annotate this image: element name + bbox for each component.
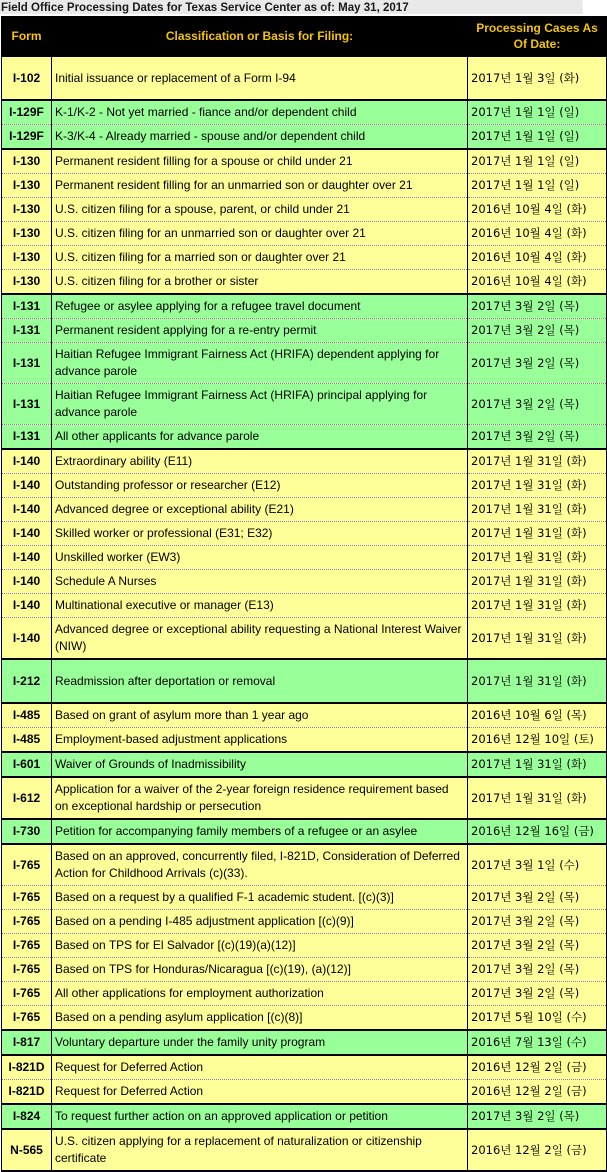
processing-date-cell: 2017년 1월 31일 (화) (468, 449, 607, 474)
form-cell: I-140 (2, 618, 52, 660)
table-row (2, 1006, 607, 1031)
table-row (2, 844, 607, 886)
processing-date-cell: 2016년 12월 16일 (금) (468, 819, 607, 844)
table-row (2, 910, 607, 934)
processing-date-cell: 2017년 3월 2일 (목) (468, 425, 607, 450)
form-cell: I-130 (2, 246, 52, 270)
form-cell: I-765 (2, 1006, 52, 1031)
classification-cell: Extraordinary ability (E11) (52, 449, 468, 474)
processing-date-column-header: Processing Cases As Of Date: (468, 17, 607, 57)
form-cell: I-765 (2, 910, 52, 934)
classification-cell: Based on TPS for Honduras/Nicaragua [(c)(19), (a)(12)] (52, 958, 468, 982)
classification-cell: Based on a pending asylum application [(c)(8)] (52, 1006, 468, 1031)
table-row (2, 56, 607, 100)
processing-date-cell: 2017년 3월 2일 (목) (468, 958, 607, 982)
classification-cell: Advanced degree or exceptional ability (E21) (52, 498, 468, 522)
form-cell: I-130 (2, 149, 52, 174)
form-cell: I-129F (2, 100, 52, 125)
classification-cell: All other applicants for advance parole (52, 425, 468, 450)
table-row (2, 474, 607, 498)
form-cell: I-612 (2, 777, 52, 819)
classification-cell: Request for Deferred Action (52, 1080, 468, 1105)
form-cell: I-817 (2, 1030, 52, 1055)
form-cell: I-140 (2, 546, 52, 570)
form-cell: I-131 (2, 425, 52, 450)
table-row (2, 618, 607, 660)
processing-date-cell: 2017년 1월 31일 (화) (468, 594, 607, 618)
classification-cell: Outstanding professor or researcher (E12) (52, 474, 468, 498)
table-row (2, 319, 607, 343)
table-row (2, 270, 607, 295)
processing-dates-table (1, 16, 607, 1172)
form-cell: I-824 (2, 1104, 52, 1129)
table-row (2, 125, 607, 150)
processing-date-cell: 2016년 10월 4일 (화) (468, 270, 607, 295)
classification-cell: U.S. citizen filing for an unmarried son or daughter over 21 (52, 222, 468, 246)
table-row (2, 728, 607, 753)
table-row (2, 174, 607, 198)
processing-date-cell: 2016년 10월 4일 (화) (468, 222, 607, 246)
table-row (2, 449, 607, 474)
table-row (2, 1055, 607, 1080)
table-header-row (2, 17, 607, 57)
classification-cell: Readmission after deportation or removal (52, 659, 468, 703)
form-cell: N-565 (2, 1129, 52, 1171)
form-cell: I-140 (2, 474, 52, 498)
classification-cell: Skilled worker or professional (E31; E32) (52, 522, 468, 546)
form-cell: I-765 (2, 886, 52, 910)
form-cell: I-140 (2, 522, 52, 546)
classification-cell: Initial issuance or replacement of a Form I-94 (52, 56, 468, 100)
classification-cell: Haitian Refugee Immigrant Fairness Act (HRIFA) principal applying for advance parole (52, 384, 468, 425)
table-row (2, 1080, 607, 1105)
table-row (2, 819, 607, 844)
classification-cell: Request for Deferred Action (52, 1055, 468, 1080)
form-cell: I-212 (2, 659, 52, 703)
form-cell: I-821D (2, 1055, 52, 1080)
classification-cell: U.S. citizen applying for a replacement of naturalization or citizenship certificate (52, 1129, 468, 1171)
table-row (2, 1104, 607, 1129)
table-row (2, 934, 607, 958)
form-cell: I-131 (2, 319, 52, 343)
classification-cell: Multinational executive or manager (E13) (52, 594, 468, 618)
table-row (2, 546, 607, 570)
processing-date-cell: 2017년 1월 31일 (화) (468, 570, 607, 594)
table-row (2, 425, 607, 450)
table-row (2, 384, 607, 425)
processing-date-cell: 2016년 10월 6일 (목) (468, 703, 607, 728)
processing-date-cell: 2016년 12월 2일 (금) (468, 1055, 607, 1080)
processing-date-cell: 2017년 1월 3일 (화) (468, 56, 607, 100)
form-cell: I-601 (2, 752, 52, 777)
processing-date-cell: 2017년 3월 1일 (수) (468, 844, 607, 886)
processing-date-cell: 2017년 1월 31일 (화) (468, 498, 607, 522)
classification-cell: K-1/K-2 - Not yet married - fiance and/or dependent child (52, 100, 468, 125)
form-cell: I-140 (2, 594, 52, 618)
form-cell: I-485 (2, 703, 52, 728)
processing-date-cell: 2017년 1월 1일 (일) (468, 174, 607, 198)
form-cell: I-129F (2, 125, 52, 150)
classification-cell: Based on TPS for El Salvador [(c)(19)(a)(12)] (52, 934, 468, 958)
classification-cell: Based on a pending I-485 adjustment application [(c)(9)] (52, 910, 468, 934)
classification-cell: Permanent resident filling for a spouse or child under 21 (52, 149, 468, 174)
processing-date-cell: 2017년 1월 31일 (화) (468, 522, 607, 546)
processing-date-cell: 2016년 12월 10일 (토) (468, 728, 607, 753)
form-cell: I-102 (2, 56, 52, 100)
form-cell: I-730 (2, 819, 52, 844)
form-cell: I-130 (2, 222, 52, 246)
form-cell: I-131 (2, 343, 52, 384)
table-row (2, 659, 607, 703)
table-row (2, 522, 607, 546)
table-row (2, 294, 607, 319)
processing-date-cell: 2017년 1월 31일 (화) (468, 752, 607, 777)
table-row (2, 246, 607, 270)
classification-cell: Haitian Refugee Immigrant Fairness Act (HRIFA) dependent applying for advance parole (52, 343, 468, 384)
table-row (2, 594, 607, 618)
table-row (2, 198, 607, 222)
form-cell: I-765 (2, 844, 52, 886)
classification-cell: U.S. citizen filing for a married son or daughter over 21 (52, 246, 468, 270)
table-row (2, 777, 607, 819)
classification-cell: All other applications for employment authorization (52, 982, 468, 1006)
table-row (2, 498, 607, 522)
classification-cell: Based on grant of asylum more than 1 year ago (52, 703, 468, 728)
table-row (2, 1129, 607, 1171)
form-cell: I-821D (2, 1080, 52, 1105)
classification-cell: Petition for accompanying family members of a refugee or an asylee (52, 819, 468, 844)
processing-date-cell: 2017년 3월 2일 (목) (468, 934, 607, 958)
form-cell: I-130 (2, 198, 52, 222)
processing-date-cell: 2016년 10월 4일 (화) (468, 198, 607, 222)
processing-date-cell: 2017년 1월 1일 (일) (468, 125, 607, 150)
classification-cell: K-3/K-4 - Already married - spouse and/or dependent child (52, 125, 468, 150)
classification-cell: Based on an approved, concurrently filed, I-821D, Consideration of Deferred Action for Childhood Arrivals (c)(33). (52, 844, 468, 886)
classification-cell: Unskilled worker (EW3) (52, 546, 468, 570)
processing-date-cell: 2017년 1월 1일 (일) (468, 149, 607, 174)
classification-cell: Employment-based adjustment applications (52, 728, 468, 753)
form-cell: I-765 (2, 958, 52, 982)
classification-cell: Waiver of Grounds of Inadmissibility (52, 752, 468, 777)
processing-date-cell: 2017년 3월 2일 (목) (468, 343, 607, 384)
processing-date-cell: 2016년 12월 2일 (금) (468, 1080, 607, 1105)
classification-cell: Voluntary departure under the family unity program (52, 1030, 468, 1055)
processing-date-cell: 2017년 3월 2일 (목) (468, 294, 607, 319)
form-cell: I-130 (2, 270, 52, 295)
table-row (2, 886, 607, 910)
form-cell: I-131 (2, 294, 52, 319)
processing-date-cell: 2016년 10월 4일 (화) (468, 246, 607, 270)
form-cell: I-131 (2, 384, 52, 425)
table-row (2, 343, 607, 384)
classification-cell: Refugee or asylee applying for a refugee travel document (52, 294, 468, 319)
processing-date-cell: 2017년 3월 2일 (목) (468, 910, 607, 934)
form-column-header: Form (2, 17, 52, 57)
processing-date-cell: 2017년 3월 2일 (목) (468, 1104, 607, 1129)
processing-date-cell: 2016년 7월 13일 (수) (468, 1030, 607, 1055)
processing-date-cell: 2017년 1월 31일 (화) (468, 777, 607, 819)
classification-cell: Based on a request by a qualified F-1 academic student. [(c)(3)] (52, 886, 468, 910)
classification-cell: To request further action on an approved application or petition (52, 1104, 468, 1129)
classification-cell: Permanent resident filling for an unmarried son or daughter over 21 (52, 174, 468, 198)
table-row (2, 752, 607, 777)
processing-date-cell: 2017년 1월 31일 (화) (468, 618, 607, 660)
processing-date-cell: 2016년 12월 2일 (금) (468, 1129, 607, 1171)
classification-cell: Advanced degree or exceptional ability requesting a National Interest Waiver (NIW) (52, 618, 468, 660)
form-cell: I-140 (2, 449, 52, 474)
processing-date-cell: 2017년 1월 1일 (일) (468, 100, 607, 125)
processing-date-cell: 2017년 3월 2일 (목) (468, 886, 607, 910)
processing-date-cell: 2017년 3월 2일 (목) (468, 384, 607, 425)
table-row (2, 703, 607, 728)
classification-cell: U.S. citizen filing for a spouse, parent, or child under 21 (52, 198, 468, 222)
table-row (2, 149, 607, 174)
classification-cell: Application for a waiver of the 2-year foreign residence requirement based on exceptional hardship or persecution (52, 777, 468, 819)
table-row (2, 222, 607, 246)
processing-date-cell: 2017년 3월 2일 (목) (468, 982, 607, 1006)
page-title: Field Office Processing Dates for Texas Service Center as of: May 31, 2017 (0, 0, 583, 14)
classification-cell: Permanent resident applying for a re-entry permit (52, 319, 468, 343)
processing-date-cell: 2017년 3월 2일 (목) (468, 319, 607, 343)
table-row (2, 570, 607, 594)
form-cell: I-765 (2, 982, 52, 1006)
processing-date-cell: 2017년 5월 10일 (수) (468, 1006, 607, 1031)
form-cell: I-140 (2, 498, 52, 522)
form-cell: I-140 (2, 570, 52, 594)
form-cell: I-130 (2, 174, 52, 198)
processing-date-cell: 2017년 1월 31일 (화) (468, 474, 607, 498)
table-row (2, 958, 607, 982)
classification-cell: U.S. citizen filing for a brother or sister (52, 270, 468, 295)
classification-cell: Schedule A Nurses (52, 570, 468, 594)
processing-date-cell: 2017년 1월 31일 (화) (468, 659, 607, 703)
form-cell: I-765 (2, 934, 52, 958)
table-row (2, 982, 607, 1006)
classification-column-header: Classification or Basis for Filing: (52, 17, 468, 57)
table-row (2, 1030, 607, 1055)
table-row (2, 100, 607, 125)
processing-date-cell: 2017년 1월 31일 (화) (468, 546, 607, 570)
form-cell: I-485 (2, 728, 52, 753)
